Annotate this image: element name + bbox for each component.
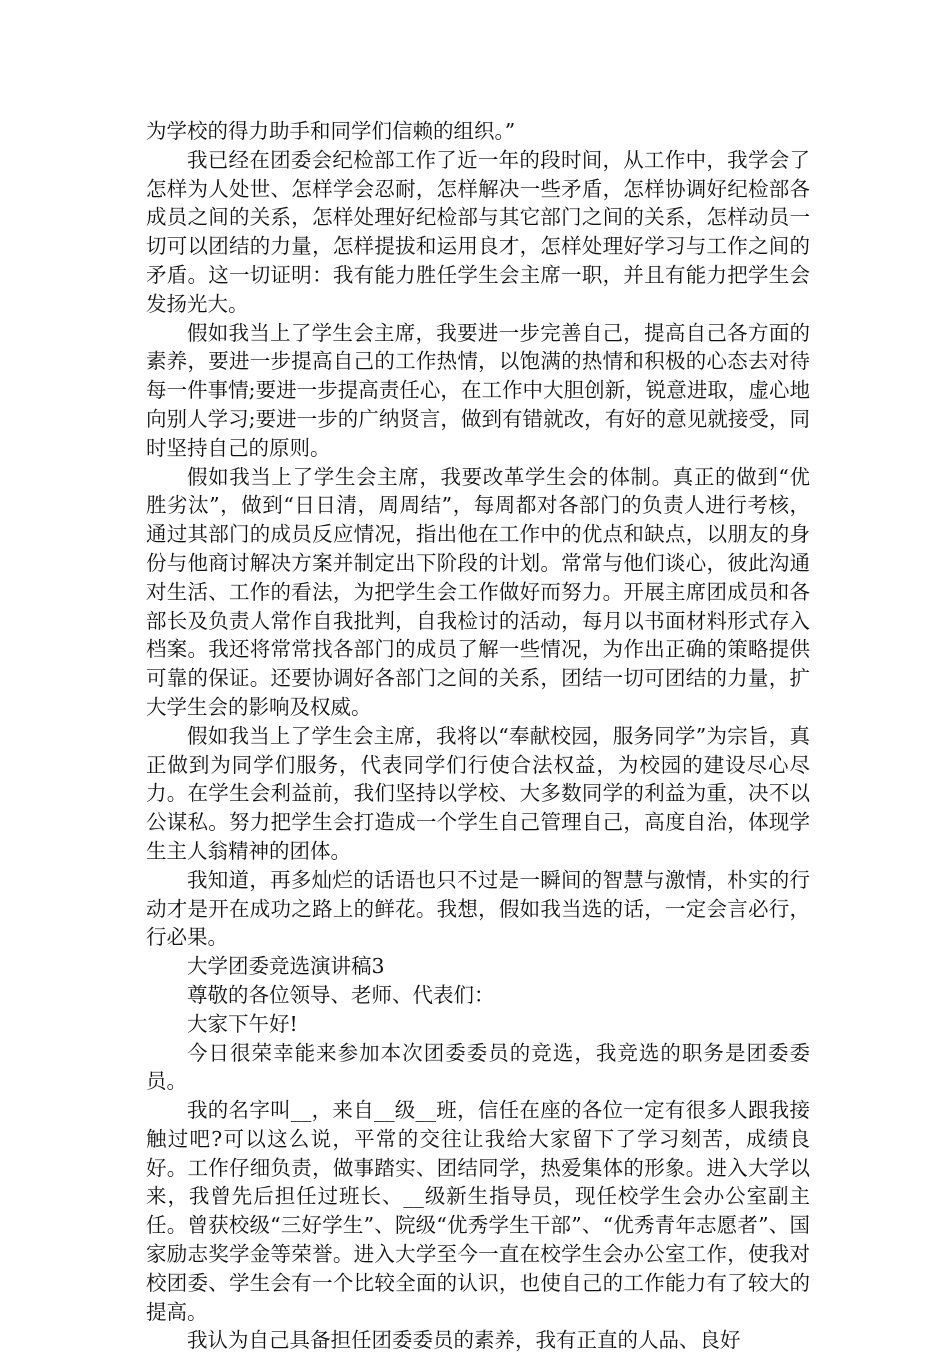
greeting: 大家下午好! [187,1011,298,1036]
paragraph-6: 我知道，再多灿烂的话语也只不过是一瞬间的智慧与激情，朴实的行动才是开在成功之路上的鲜花。我想，假如我当选的话，一定会言必行，行必果。 [146,867,810,950]
paragraph-10: 今日很荣幸能来参加本次团委委员的竞选，我竞选的职务是团委委员。 [146,1040,810,1094]
paragraph-12: 我认为自己具备担任团委委员的素养，我有正直的人品、良好 [187,1328,741,1353]
document-body [146,117,810,1355]
paragraph-2: 我已经在团委会纪检部工作了近一年的段时间，从工作中，我学会了怎样为人处世、怎样学会忍耐，怎样解决一些矛盾，怎样协调好纪检部各成员之间的关系，怎样处理好纪检部与其它部门之间的关系，怎样动员一切可以团结的力量，怎样提拔和运用良才，怎样处理好学习与工作之间的 矛盾。这一切证明：我有能力胜任学生会主席一职，并且有能力把学生会发扬光大。 [146,147,810,316]
paragraph-5: 假如我当上了学生会主席，我将以“奉献校园，服务同学”为宗旨，真正做到为同学们服务，代表同学们行使合法权益，为校园的建设尽心尽力。在学生会利益前，我们坚持以学校、大多数同学的利益为重，决不以公谋私。努力把学生会打造成一个学生自己管理自己，高度自治，体现学生主人翁精神的团体。 [146,723,810,863]
section-heading: 大学团委竞选演讲稿3 [187,954,385,979]
salutation: 尊敬的各位领导、老师、代表们： [187,982,495,1007]
paragraph-11: 我的名字叫__，来自__级__班，信任在座的各位一定有很多人跟我接触过吧?可以这么说，平常的交往让我给大家留下了学习刻苦，成绩良好。工作仔细负责，做事踏实、团结同学，热爱集体的形象。进入大学以来，我曾先后担任过班长、__级新生指导员，现任校学生会办公室副主任。曾获校级“三好学生”、院级“优秀学生干部”、“优秀青年志愿者”、国家励志奖学金等荣誉。进入大学至今一直在校学生会办公室工作，使我对校团委、学生会有一个比较全面的认识，也使自己的工作能力有了较大的提高。 [146,1098,810,1324]
paragraph-1: 为学校的得力助手和同学们信赖的组织。” [146,119,516,143]
paragraph-4: 假如我当上了学生会主席，我要改革学生会的体制。真正的做到“优胜劣汰”，做到“日日清，周周结”，每周都对各部门的负责人进行考核，通过其部门的成员反应情况，指出他在工作中的优点和缺点，以朋友的身份与他商讨解决方案并制定出下阶段的计划。常常与他们谈心，彼此沟通对生活、工作的看法，为把学生会工作做好而努力。开展主席团成员和各部长及负责人常作自我批判，自我检讨的活动，每月以书面材料形式存入档案。我还将常常找各部门的成员了解一些情况，为作出正确的策略提供可靠的保证。还要协调好各部门之间的关系，团结一切可团结的力量，扩大学生会的影响及权威。 [146,464,810,719]
paragraph-3: 假如我当上了学生会主席，我要进一步完善自己，提高自己各方面的素养，要进一步提高自己的工作热情，以饱满的热情和积极的心态去对待每一件事情;要进一步提高责任心，在工作中大胆创新，锐意进取，虚心地向别人学习;要进一步的广纳贤言，做到有错就改，有好的意见就接受，同时坚持自己的原则。 [146,320,810,460]
